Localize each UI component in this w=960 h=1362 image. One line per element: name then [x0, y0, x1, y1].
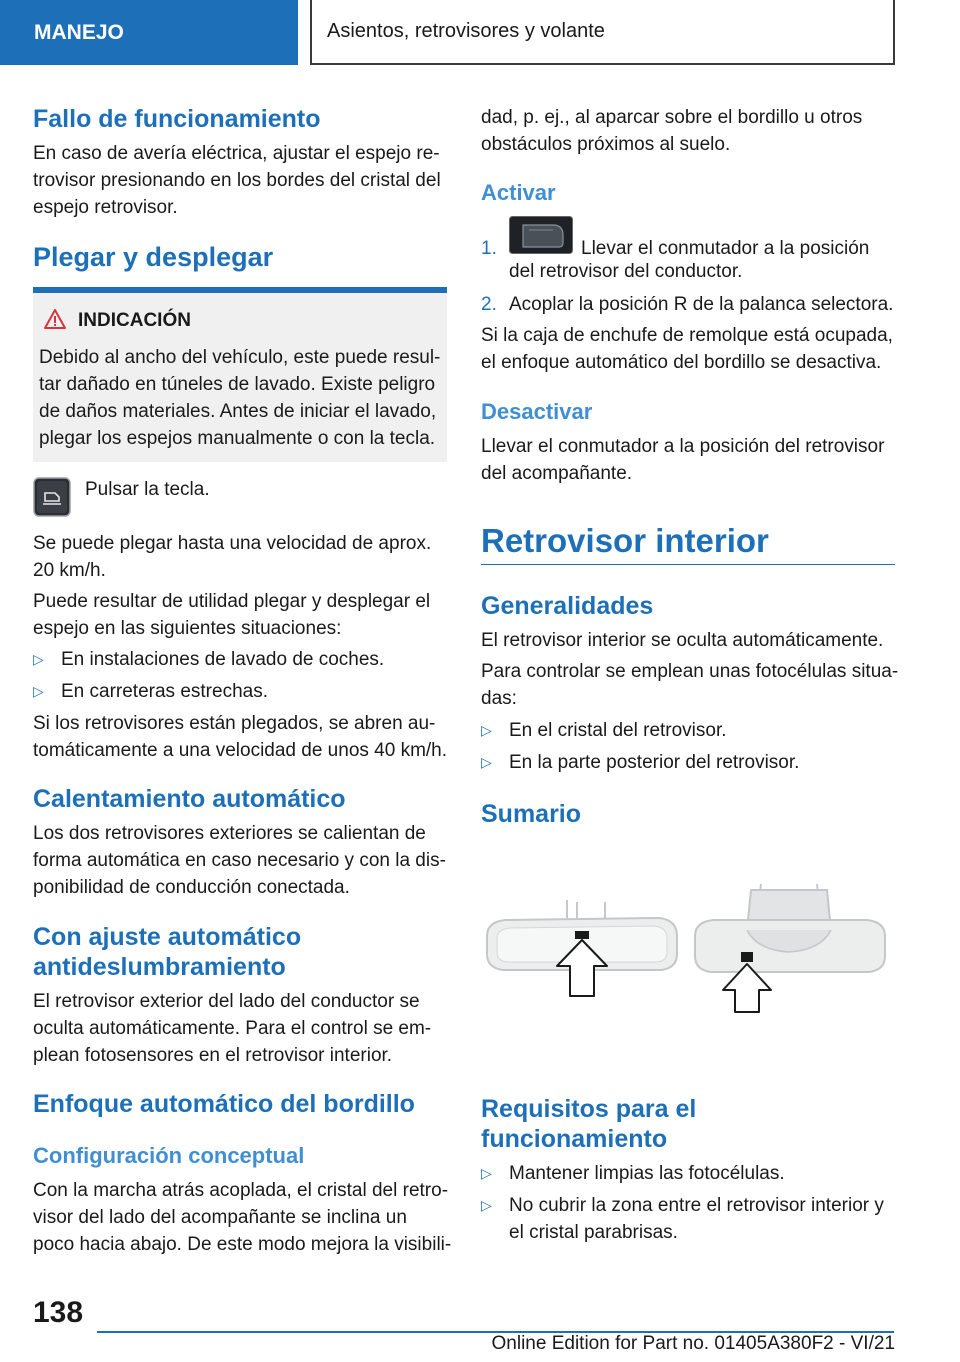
heading-requisitos-1: Requisitos para el	[481, 1095, 697, 1123]
para-calent-2: forma automática en caso necesario y con la dis-	[33, 850, 446, 871]
pulsar-text: Pulsar la tecla.	[85, 479, 210, 500]
list-item	[481, 717, 901, 744]
bullet-triangle-icon: ▷	[33, 651, 44, 667]
note-line: plegar los espejos manualmente o con la tecla.	[39, 428, 436, 449]
heading-retrovisor-interior: Retrovisor interior	[481, 522, 769, 559]
para-velocidad-2: 20 km/h.	[33, 560, 106, 581]
list-item-text: el cristal parabrisas.	[509, 1222, 678, 1243]
list-item-text: No cubrir la zona entre el retrovisor interior y	[509, 1195, 884, 1216]
para-config-3: poco hacia abajo. De este modo mejora la visibili-	[33, 1234, 452, 1255]
para-control-1: Para controlar se emplean unas fotocélulas situa-	[481, 661, 899, 682]
mirror-fold-button-icon	[33, 477, 71, 517]
para-calent-3: ponibilidad de conducción conectada.	[33, 877, 350, 898]
list-item-text: En el cristal del retrovisor.	[509, 720, 727, 741]
heading-config: Configuración conceptual	[33, 1143, 305, 1168]
heading-requisitos-2: funcionamiento	[481, 1125, 668, 1153]
list-item	[481, 1192, 901, 1246]
para-ajuste-3: plean fotosensores en el retrovisor interior.	[33, 1045, 393, 1066]
heading-sumario: Sumario	[481, 800, 582, 828]
para-cont-2: obstáculos próximos al suelo.	[481, 134, 731, 155]
step-number: 1.	[481, 238, 497, 259]
para-utilidad-1: Puede resultar de utilidad plegar y desplegar el	[33, 591, 431, 612]
para-ajuste-2: oculta automáticamente. Para el control se em-	[33, 1018, 432, 1039]
step-1-line-2: del retrovisor del conductor.	[509, 261, 743, 282]
heading-plegar: Plegar y desplegar	[33, 242, 274, 272]
para-config-2: visor del lado del acompañante se inclina un	[33, 1207, 407, 1228]
heading-ajuste-1: Con ajuste automático	[33, 923, 302, 951]
footer-edition: Online Edition for Part no. 01405A380F2 - VI/21	[491, 1333, 895, 1354]
para-ajuste-1: El retrovisor exterior del lado del conductor se	[33, 991, 420, 1012]
list-item	[33, 646, 453, 673]
bullet-triangle-icon: ▷	[481, 1165, 492, 1181]
step-number: 2.	[481, 294, 497, 315]
heading-fallo: Fallo de funcionamiento	[33, 105, 321, 133]
list-item-text: Mantener limpias las fotocélulas.	[509, 1163, 785, 1184]
note-line: Debido al ancho del vehículo, este puede resul-	[39, 347, 441, 368]
bullet-triangle-icon: ▷	[481, 754, 492, 770]
para-fallo-3: espejo retrovisor.	[33, 197, 178, 218]
para-caja-1: Si la caja de enchufe de remolque está ocupada,	[481, 325, 893, 346]
list-item-text: En instalaciones de lavado de coches.	[61, 649, 385, 670]
para-calent-1: Los dos retrovisores exteriores se calientan de	[33, 823, 426, 844]
para-abren-1: Si los retrovisores están plegados, se abren au-	[33, 713, 436, 734]
list-item	[481, 749, 901, 776]
interior-mirror-illustration	[481, 878, 895, 1018]
note-line: tar dañado en túneles de lavado. Existe peligro	[39, 374, 436, 395]
list-item-text: En la parte posterior del retrovisor.	[509, 752, 800, 773]
note-title: INDICACIÓN	[78, 310, 191, 331]
para-cont-1: dad, p. ej., al aparcar sobre el bordillo u otros	[481, 107, 863, 128]
list-item	[33, 678, 453, 705]
mirror-switch-icon	[509, 216, 573, 254]
para-abren-2: tomáticamente a una velocidad de unos 40 km/h.	[33, 740, 448, 761]
step-1-line-1: Llevar el conmutador a la posición	[581, 238, 870, 259]
bullet-triangle-icon: ▷	[33, 683, 44, 699]
step-2-line-1: Acoplar la posición R de la palanca selectora.	[509, 294, 894, 315]
section-tab: MANEJO	[0, 0, 298, 65]
para-config-1: Con la marcha atrás acoplada, el cristal del retro-	[33, 1180, 449, 1201]
para-general: El retrovisor interior se oculta automáticamente.	[481, 630, 884, 651]
para-fallo-1: En caso de avería eléctrica, ajustar el espejo re-	[33, 143, 440, 164]
para-caja-2: el enfoque automático del bordillo se desactiva.	[481, 352, 882, 373]
para-desactivar-2: del acompañante.	[481, 463, 633, 484]
heading-generalidades: Generalidades	[481, 592, 654, 620]
para-utilidad-2: espejo en las siguientes situaciones:	[33, 618, 342, 639]
note-line: de daños materiales. Antes de iniciar el lavado,	[39, 401, 437, 422]
para-fallo-2: trovisor presionando en los bordes del cristal del	[33, 170, 441, 191]
para-velocidad-1: Se puede plegar hasta una velocidad de aprox.	[33, 533, 432, 554]
heading-enfoque: Enfoque automático del bordillo	[33, 1090, 415, 1118]
para-desactivar-1: Llevar el conmutador a la posición del retrovisor	[481, 436, 885, 457]
bullet-triangle-icon: ▷	[481, 722, 492, 738]
warning-icon	[43, 308, 67, 330]
note-text	[39, 344, 441, 452]
chapter-title: Asientos, retrovisores y volante	[310, 0, 895, 65]
heading-desactivar: Desactivar	[481, 399, 593, 424]
heading-calentamiento: Calentamiento automático	[33, 785, 346, 813]
bullet-triangle-icon: ▷	[481, 1197, 492, 1213]
list-item-text: En carreteras estrechas.	[61, 681, 268, 702]
list-item	[481, 1160, 901, 1187]
heading-ajuste-2: antideslumbramiento	[33, 953, 286, 981]
page-number: 138	[33, 1296, 84, 1329]
heading-activar: Activar	[481, 180, 556, 205]
para-control-2: das:	[481, 688, 517, 709]
section-rule	[481, 564, 895, 565]
